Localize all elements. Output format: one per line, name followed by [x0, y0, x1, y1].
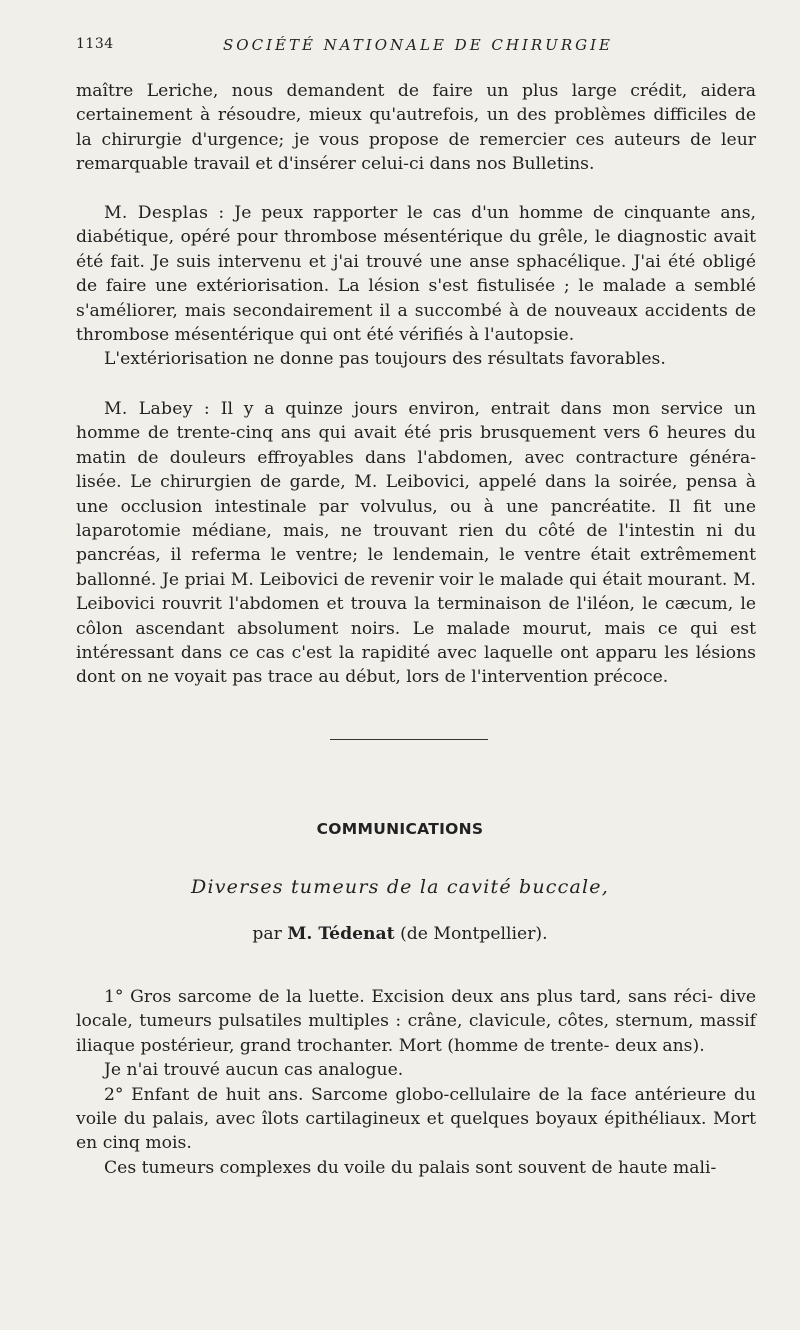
article-body: [76, 985, 756, 1180]
speaker-desplas: M. Desplas :: [104, 203, 225, 223]
page-header: [76, 36, 760, 60]
report-conclusion-paragraph: [76, 79, 756, 177]
section-heading: COMMUNICATIONS: [316, 820, 484, 838]
desplas-remarks: [76, 201, 756, 372]
desplas-paragraph: M. Desplas : Je peux rapporter le cas d'un homme de cinquante ans, diabétique, opéré pour thrombose mésentérique du grêle, le diagnostic avait été fait. Je suis intervenu et j'ai trouvé une anse sphacélique. J'ai été obligé de faire une extériorisation. La lésion s'est fistulisée ; le malade a semblé s'améliorer, mais secondairement il a succombé à de nouveaux accidents de thrombose mésentérique qui ont été vérifiés à l'autopsie.: [76, 203, 756, 346]
labey-paragraph: M. Labey : Il y a quinze jours environ, entrait dans mon service un homme de trente-cinq ans qui avait été pris brusquement vers 6 heures du matin de douleurs effroyables dans l'abdomen, avec contracture généra- lisée. Le chirurgien de garde, M. Leibovici, appelé dans la soirée, pensa à une occlusion intestinale par volvulus, ou à une pancréatite. Il fit une laparotomie médiane, mais, ne trouvant rien du côté de l'intestin ni du pancréas, il referma le ventre; le lendemain, le ventre était extrêmement ballonné. Je priai M. Leibovici de revenir voir le malade qui était mourant. M. Leibovici rouvrit l'abdomen et trouva la terminaison de l'iléon, le cæcum, le côlon ascendant absolument noirs. Le malade mourut, mais ce qui est intéressant dans ce cas c'est la rapidité avec laquelle ont apparu les lésions dont on ne voyait pas trace au début, lors de l'intervention précoce.: [76, 399, 757, 688]
article-author: par M. Tédenat (de Montpellier).: [252, 924, 548, 944]
section-divider: [330, 739, 488, 740]
case-1-paragraph: 1° Gros sarcome de la luette. Excision deux ans plus tard, sans réci- dive locale, tumeurs pulsatiles multiples : crâne, clavicule, côtes, sternum, massif iliaque postérieur, grand trochanter. Mort (homme de trente- deux ans).: [76, 987, 756, 1056]
author-name: M. Tédenat: [287, 924, 395, 944]
paragraph-text: maître Leriche, nous demandent de faire un plus large crédit, aidera certainement à résoudre, mieux qu'autrefois, un des problèmes difficiles de la chirurgie d'urgence; je vous propose de remercier ces auteurs de leur remarquable travail et d'insérer celui-ci dans nos Bulletins.: [76, 81, 756, 175]
desplas-closing: L'extériorisation ne donne pas toujours des résultats favorables.: [104, 349, 666, 370]
running-title: SOCIÉTÉ NATIONALE DE CHIRURGIE: [223, 36, 613, 54]
case-2-note: Ces tumeurs complexes du voile du palais sont souvent de haute mali-: [104, 1157, 717, 1178]
case-1-note: Je n'ai trouvé aucun cas analogue.: [104, 1060, 404, 1081]
page-number: 1134: [76, 36, 114, 52]
case-2-paragraph: 2° Enfant de huit ans. Sarcome globo-cellulaire de la face antérieure du voile du palais, avec îlots cartilagineux et quelques boyaux épithéliaux. Mort en cinq mois.: [76, 1084, 757, 1154]
labey-remarks: [76, 397, 756, 690]
speaker-labey: M. Labey :: [104, 399, 210, 419]
article-title: Diverses tumeurs de la cavité buccale,: [191, 876, 609, 898]
